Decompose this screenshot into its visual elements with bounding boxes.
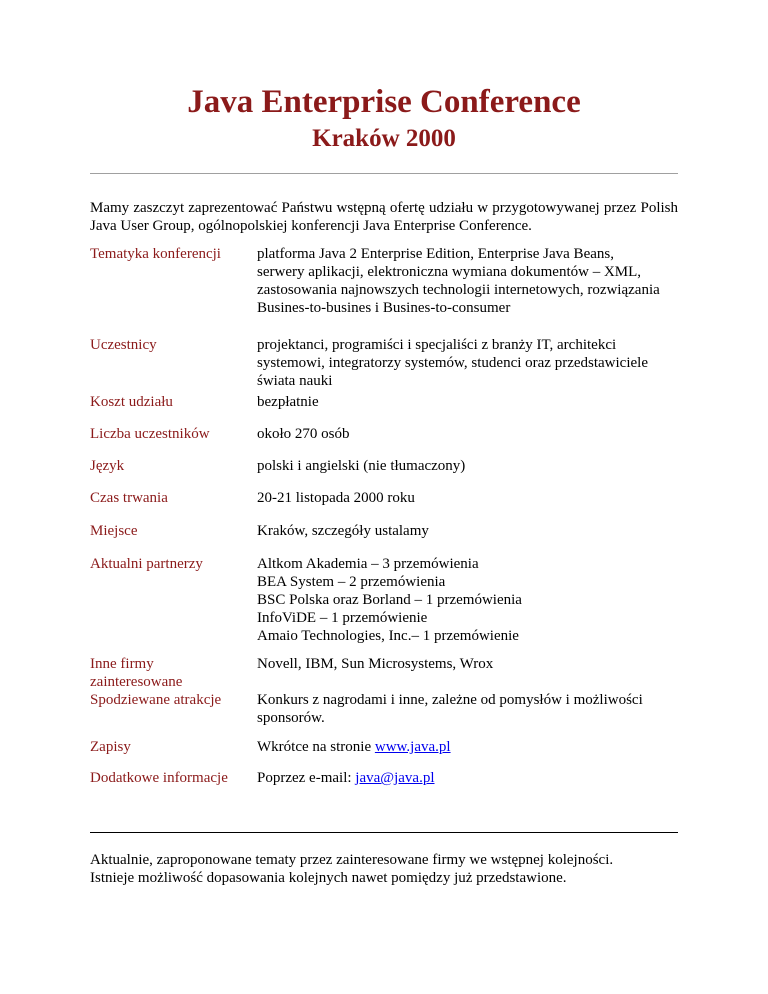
outro-line: Aktualnie, zaproponowane tematy przez zainteresowane firmy we wstępnej kolejności. [90, 852, 614, 868]
row-value [257, 738, 687, 756]
email-link[interactable]: java@java.pl [355, 770, 435, 786]
row-label: Czas trwania [90, 490, 168, 506]
row-label [90, 655, 250, 691]
row-value [257, 245, 687, 317]
row-value: bezpłatnie [257, 394, 319, 410]
row-value: Kraków, szczegóły ustalamy [257, 523, 429, 539]
value-line: projektanci, programiści i specjaliści z branży IT, architekci [257, 337, 617, 353]
page-subtitle: Kraków 2000 [312, 125, 456, 152]
value-text: Poprzez e-mail: [257, 770, 356, 786]
row-label: Zapisy [90, 739, 131, 755]
value-line: Altkom Akademia – 3 przemówienia [257, 556, 479, 572]
row-value [257, 555, 687, 645]
value-line: InfoViDE – 1 przemówienie [257, 610, 428, 626]
row-value: Novell, IBM, Sun Microsystems, Wrox [257, 656, 494, 672]
row-value [257, 691, 687, 727]
intro-paragraph: Mamy zaszczyt zaprezentować Państwu wstępną ofertę udziału w przygotowywanej przez Polish Java User Group, ogólnopolskiej konferencji Java Enterprise Conference. [90, 200, 678, 234]
label-line: zainteresowane [90, 674, 183, 690]
row-label: Miejsce [90, 523, 138, 539]
row-value: 20-21 listopada 2000 roku [257, 490, 415, 506]
row-label: Koszt udziału [90, 394, 173, 410]
website-link[interactable]: www.java.pl [374, 739, 451, 755]
row-label: Spodziewane atrakcje [90, 692, 222, 708]
row-label: Aktualni partnerzy [90, 556, 203, 572]
value-line: Busines-to-busines i Busines-to-consumer [257, 300, 511, 316]
top-divider [90, 173, 678, 174]
value-line: zastosowania najnowszych technologii internetowych, rozwiązania [257, 282, 660, 298]
row-label: Liczba uczestników [90, 426, 210, 442]
label-line: Inne firmy [90, 656, 154, 672]
outro-paragraph [90, 851, 690, 887]
value-line: systemowi, integratorzy systemów, studenci oraz przedstawiciele [257, 355, 648, 371]
row-label: Język [90, 458, 125, 474]
row-value: polski i angielski (nie tłumaczony) [257, 458, 466, 474]
row-value [257, 769, 687, 787]
row-value: około 270 osób [257, 426, 350, 442]
value-line: BSC Polska oraz Borland – 1 przemówienia [257, 592, 522, 608]
page-title: Java Enterprise Conference [187, 84, 581, 120]
value-line: sponsorów. [257, 710, 325, 726]
row-label: Tematyka konferencji [90, 246, 221, 262]
row-label: Uczestnicy [90, 337, 157, 353]
value-line: serwery aplikacji, elektroniczna wymiana dokumentów – XML, [257, 264, 642, 280]
value-line: świata nauki [257, 373, 333, 389]
row-label: Dodatkowe informacje [90, 770, 228, 786]
outro-line: Istnieje możliwość dopasowania kolejnych nawet pomiędzy już przedstawione. [90, 870, 567, 886]
value-text: Wkrótce na stronie [257, 739, 375, 755]
row-value [257, 336, 687, 390]
value-line: platforma Java 2 Enterprise Edition, Enterprise Java Beans, [257, 246, 614, 262]
bottom-divider [90, 832, 678, 833]
value-line: Amaio Technologies, Inc.– 1 przemówienie [257, 628, 519, 644]
value-line: Konkurs z nagrodami i inne, zależne od pomysłów i możliwości [257, 692, 643, 708]
value-line: BEA System – 2 przemówienia [257, 574, 446, 590]
